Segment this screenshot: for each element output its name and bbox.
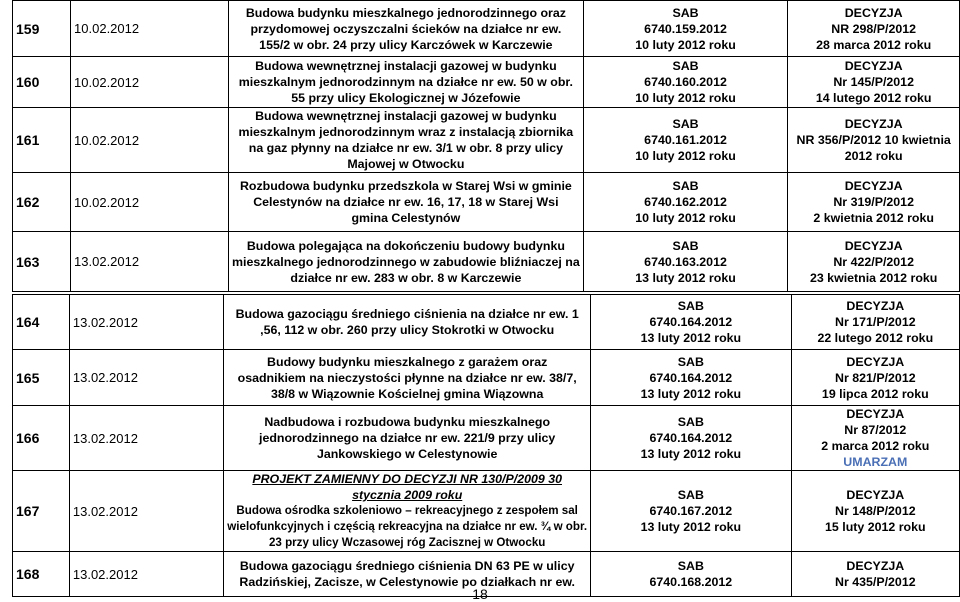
text-line: 13 luty 2012 roku (635, 270, 736, 285)
entry-date: 13.02.2012 (69, 295, 223, 350)
text-line: 10 luty 2012 roku (635, 211, 736, 225)
decision (788, 57, 960, 108)
entry-date: 13.02.2012 (69, 471, 223, 552)
decision (791, 471, 959, 552)
text-line: działce nr ew. 283 w obr. 8 w Karczewie (290, 270, 522, 285)
text-line: DECYZJA (846, 407, 905, 421)
text-line: 22 lutego 2012 roku (817, 331, 934, 345)
text-line: 23 przy ulicy Wczasowej róg Zacisznej w Otwocku (268, 536, 546, 549)
text-line: 13 luty 2012 roku (640, 520, 742, 534)
text-line: mieszkalnego jednorodzinnego w zabudowie bliźniaczej na (232, 254, 580, 269)
entry-description (229, 108, 584, 173)
text-line: mieszkalnym jednorodzinnym na działce nr ew. 50 w obr. (238, 75, 573, 89)
text-line: Rozbudowa budynku przedszkola w Starej Wsi w gminie (239, 179, 572, 193)
text-line: DECYZJA (846, 354, 905, 369)
text-line: DECYZJA (846, 488, 905, 502)
text-line: Jankowskiego w Celestynowie (316, 447, 498, 461)
decision (791, 295, 959, 350)
text-line: Radzińskiej, Zacisze, w Celestynowie po działkach nr ew. (239, 575, 575, 589)
text-line: Budowa budynku mieszkalnego jednorodzinnego oraz (245, 5, 566, 20)
text-line: 6740.159.2012 (644, 21, 727, 36)
entry-number: 168 (13, 552, 70, 597)
text-line: NR 298/P/2012 (831, 21, 917, 36)
text-line: 13 luty 2012 roku (640, 331, 742, 345)
entry-number: 167 (13, 471, 70, 552)
case-signature (583, 173, 788, 232)
table-row (13, 295, 960, 350)
entry-date: 13.02.2012 (69, 406, 223, 471)
decision (791, 350, 959, 406)
text-line: SAB (672, 179, 699, 193)
entry-number: 162 (13, 173, 71, 232)
text-line: Nr 145/P/2012 (833, 75, 914, 89)
table-row (13, 173, 960, 232)
text-line: 10 luty 2012 roku (635, 149, 736, 163)
register-table-bottom (12, 294, 960, 597)
entry-date: 10.02.2012 (71, 108, 229, 173)
text-line: Budowa gazociągu średniego ciśnienia DN 63 PE w ulicy (239, 559, 575, 573)
text-line: Majowej w Otwocku (347, 157, 465, 171)
text-line: DECYZJA (844, 59, 903, 73)
text-line: DECYZJA (844, 5, 903, 20)
text-line: Budowa ośrodka szkoleniowo – rekreacyjnego z zespołem sal (236, 504, 578, 517)
text-line: przydomowej oczyszczalni ścieków na działce nr ew. (250, 21, 562, 36)
text-line: DECYZJA (846, 559, 905, 573)
decision (788, 1, 960, 57)
text-line: Budowy budynku mieszkalnego z garażem oraz (267, 354, 548, 369)
case-signature (583, 108, 788, 173)
text-line: PROJEKT ZAMIENNY DO DECYZJI NR 130/P/2009 30 (252, 472, 562, 486)
text-line: SAB (677, 299, 704, 313)
text-line: gmina Celestynów (351, 211, 461, 225)
text-line: 10 luty 2012 roku (635, 91, 736, 105)
text-line: mieszkalnym jednorodzinnym wraz z instalacją zbiornika (238, 125, 574, 139)
text-line: Nr 422/P/2012 (833, 254, 914, 269)
case-signature (591, 295, 792, 350)
text-line: SAB (672, 59, 699, 73)
text-line: 2 kwietnia 2012 roku (813, 211, 934, 225)
table-row (13, 57, 960, 108)
decision (788, 232, 960, 292)
text-line: na gaz płynny na działce nr ew. 3/1 w obr. 8 przy ulicy (248, 141, 563, 155)
text-line: Nr 171/P/2012 (835, 315, 916, 329)
table-row (13, 350, 960, 406)
entry-number: 166 (13, 406, 70, 471)
text-line: Nr 148/P/2012 (835, 504, 916, 518)
entry-description (224, 406, 591, 471)
entry-number: 164 (13, 295, 70, 350)
text-line: SAB (672, 238, 699, 253)
entry-description (229, 232, 584, 292)
decision (788, 173, 960, 232)
text-line: 10 luty 2012 roku (635, 37, 736, 52)
text-line: 155/2 w obr. 24 przy ulicy Karczówek w Karczewie (259, 37, 553, 52)
text-line: stycznia 2009 roku (352, 488, 463, 502)
text-line: wielofunkcyjnych i częścią rekreacyjna na działce nr ew. ¾ w obr. (227, 520, 588, 533)
text-line: 15 luty 2012 roku (825, 520, 926, 534)
text-line: 19 lipca 2012 roku (821, 386, 929, 401)
text-line: 6740.167.2012 (649, 504, 733, 518)
table-row (13, 108, 960, 173)
table-row (13, 1, 960, 57)
entry-number: 163 (13, 232, 71, 292)
entry-date: 10.02.2012 (71, 57, 229, 108)
table-row (13, 232, 960, 292)
entry-date: 13.02.2012 (69, 350, 223, 406)
entry-number: 159 (13, 1, 71, 57)
case-signature (591, 471, 792, 552)
page-number: 18 (472, 586, 488, 602)
case-signature (583, 232, 788, 292)
text-line: 6740.160.2012 (644, 75, 727, 89)
text-line: 6740.161.2012 (644, 133, 727, 147)
text-line: 6740.168.2012 (649, 575, 733, 589)
entry-description (229, 173, 584, 232)
text-line: 2012 roku (844, 149, 903, 163)
text-line: 6740.162.2012 (644, 195, 727, 209)
case-signature (583, 1, 788, 57)
text-line: Budowa wewnętrznej instalacji gazowej w budynku (255, 109, 557, 123)
entry-number: 165 (13, 350, 70, 406)
entry-description (224, 471, 591, 552)
text-line: 38/8 w Wiązownie Kościelnej gmina Wiązowna (270, 386, 544, 401)
entry-number: 161 (13, 108, 71, 173)
text-line: SAB (672, 5, 699, 20)
entry-description (229, 1, 584, 57)
text-line: Nr 435/P/2012 (835, 575, 916, 589)
text-line: 13 luty 2012 roku (640, 386, 742, 401)
text-line: DECYZJA (844, 117, 903, 131)
text-line: SAB (677, 354, 704, 369)
entry-date: 13.02.2012 (71, 232, 229, 292)
discontinued-status: UMARZAM (843, 455, 908, 469)
text-line: 14 lutego 2012 roku (815, 91, 932, 105)
decision (788, 108, 960, 173)
entry-description (229, 57, 584, 108)
text-line: DECYZJA (844, 179, 903, 193)
text-line: 55 przy ulicy Ekologicznej w Józefowie (291, 91, 521, 105)
text-line: osadnikiem na nieczystości płynne na działce nr ew. 38/7, (237, 370, 577, 385)
entry-date: 10.02.2012 (71, 173, 229, 232)
case-signature (591, 406, 792, 471)
text-line: Budowa polegająca na dokończeniu budowy budynku (246, 238, 565, 253)
text-line: 13 luty 2012 roku (640, 447, 742, 461)
text-line: ,56, 112 w obr. 260 przy ulicy Stokrotki w Otwocku (260, 323, 555, 337)
entry-description (224, 350, 591, 406)
text-line: SAB (677, 415, 704, 429)
text-line: Nr 87/2012 (844, 423, 907, 437)
text-line: SAB (677, 559, 704, 573)
text-line: Nr 319/P/2012 (833, 195, 914, 209)
table-row (13, 406, 960, 471)
entry-description (224, 295, 591, 350)
entry-number: 160 (13, 57, 71, 108)
register-table-top (12, 0, 960, 292)
text-line: Nadbudowa i rozbudowa budynku mieszkalnego (264, 415, 551, 429)
entry-date: 10.02.2012 (71, 1, 229, 57)
case-signature (583, 57, 788, 108)
text-line: DECYZJA (844, 238, 903, 253)
text-line: 6740.164.2012 (649, 431, 733, 445)
text-line: Budowa wewnętrznej instalacji gazowej w budynku (255, 59, 557, 73)
text-line: jednorodzinnego na działce nr ew. 221/9 przy ulicy (259, 431, 556, 445)
text-line: Celestynów na działce nr ew. 16, 17, 18 w Starej Wsi (253, 195, 559, 209)
decision (791, 406, 959, 471)
text-line: 23 kwietnia 2012 roku (809, 270, 938, 285)
text-line: 6740.163.2012 (644, 254, 727, 269)
text-line: 6740.164.2012 (649, 370, 733, 385)
text-line: SAB (677, 488, 704, 502)
text-line: NR 356/P/2012 10 kwietnia (796, 133, 951, 147)
text-line: 28 marca 2012 roku (816, 37, 932, 52)
table-row (13, 471, 960, 552)
text-line: Budowa gazociągu średniego ciśnienia na działce nr ew. 1 (235, 307, 579, 321)
text-line: SAB (672, 117, 699, 131)
case-signature (591, 350, 792, 406)
text-line: 6740.164.2012 (649, 315, 733, 329)
entry-date: 13.02.2012 (69, 552, 223, 597)
text-line: Nr 821/P/2012 (835, 370, 916, 385)
text-line: 2 marca 2012 roku (821, 439, 930, 453)
text-line: DECYZJA (846, 299, 905, 313)
